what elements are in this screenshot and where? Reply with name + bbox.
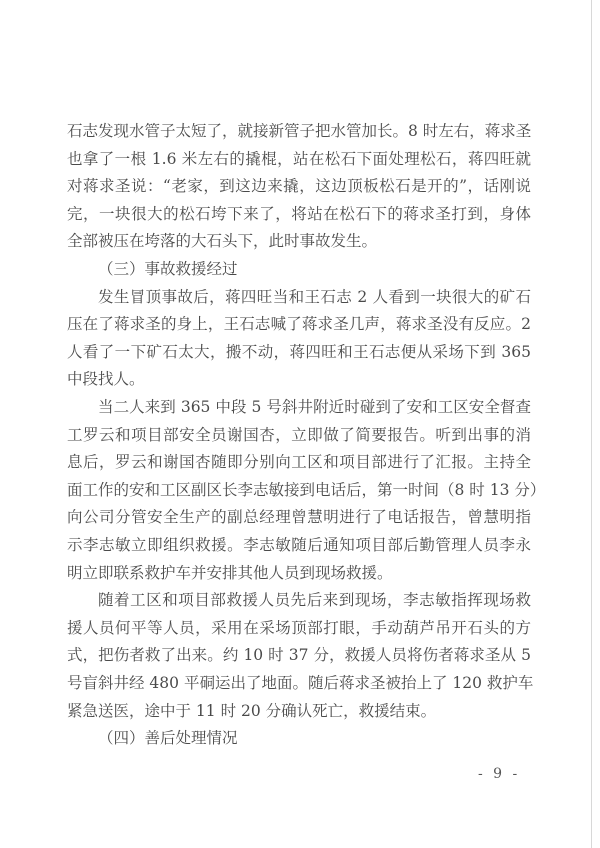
text-line: 息后，罗云和谢国杏随即分别向工区和项目部进行了汇报。主持全: [67, 453, 531, 472]
text-line: 随着工区和项目部救援人员先后来到现场，李志敏指挥现场救: [98, 591, 531, 610]
text-line: 工罗云和项目部安全员谢国杏，立即做了简要报告。听到出事的消: [67, 425, 531, 444]
text-line: 石志发现水管子太短了，就接新管子把水管加长。8 时左右，蒋求圣: [67, 122, 532, 140]
text-line: 压在了蒋求圣的身上，王石志喊了蒋求圣几声，蒋求圣没有反应。2: [67, 315, 531, 334]
text-line: 式，把伤者救了出来。约 10 时 37 分，救援人员将伤者蒋求圣从 5: [67, 646, 531, 665]
page-edge: [591, 0, 592, 848]
text-line: 紧急送医，途中于 11 时 20 分确认死亡，救援结束。: [67, 701, 437, 720]
text-line: 完，一块很大的松石垮下来了，将站在松石下的蒋求圣打到，身体: [67, 204, 531, 223]
text-line: 人看了一下矿石太大，搬不动，蒋四旺和王石志便从采场下到 365: [67, 342, 531, 361]
text-line: 对蒋求圣说：“老家，到这边来撬，这边顶板松石是开的”，话刚说: [67, 177, 531, 196]
text-line: 当二人来到 365 中段 5 号斜井附近时碰到了安和工区安全督查: [98, 398, 531, 416]
text-line: 号盲斜井经 480 平硐运出了地面。随后蒋求圣被抬上了 120 救护车: [67, 674, 534, 692]
text-line: 向公司分管安全生产的副总经理曾慧明进行了电话报告，曾慧明指: [67, 508, 531, 527]
text-line: 示李志敏立即组织救援。李志敏随后通知项目部后勤管理人员李永: [67, 536, 531, 554]
text-line: 发生冒顶事故后，蒋四旺当和王石志 2 人看到一块很大的矿石: [98, 287, 531, 306]
text-line: 中段找人。: [67, 370, 145, 389]
section-heading: （三）事故救援经过: [98, 260, 238, 278]
text-line: 也拿了一根 1.6 米左右的撬棍，站在松石下面处理松石，蒋四旺就: [67, 149, 531, 168]
page-number: - 9 -: [478, 766, 521, 782]
text-line: 全部被压在垮落的大石头下，此时事故发生。: [67, 232, 378, 251]
text-line: 援人员何平等人员，采用在采场顶部打眼，手动葫芦吊开石头的方: [67, 618, 531, 637]
text-line: 明立即联系救护车并安排其他人员到现场救援。: [67, 563, 393, 582]
text-line: 面工作的安和工区副区长李志敏接到电话后，第一时间（8 时 13 分）: [67, 480, 546, 499]
section-heading: （四）善后处理情况: [98, 729, 238, 748]
